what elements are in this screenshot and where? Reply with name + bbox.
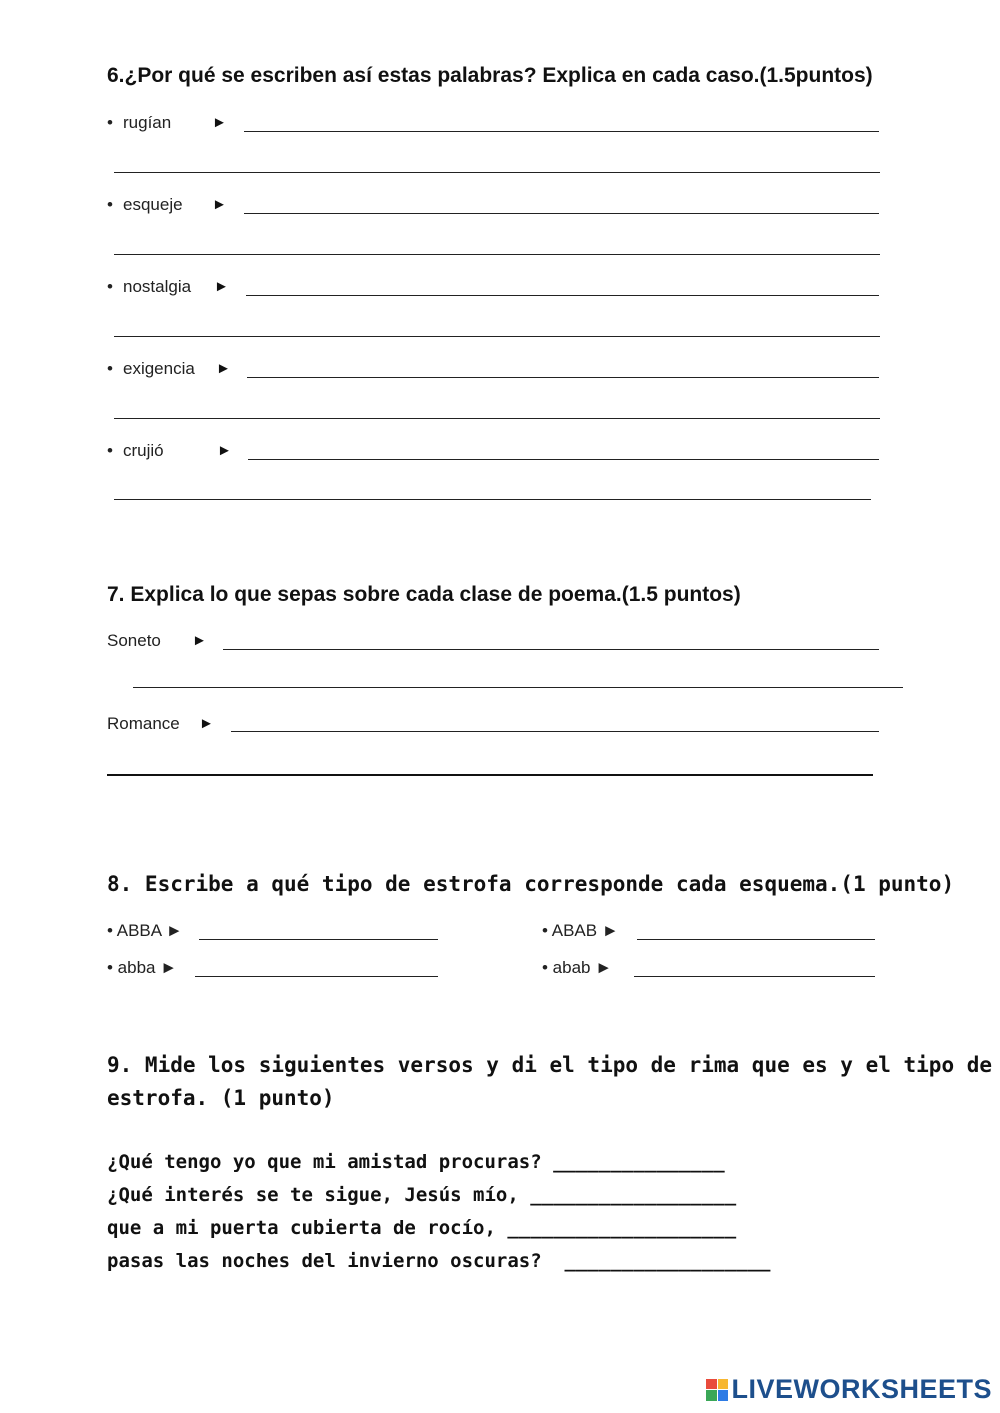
answer-line-nostalgia[interactable]: [246, 295, 879, 296]
arrow-icon: ►: [199, 715, 214, 732]
poem-label-romance: Romance: [107, 714, 180, 733]
answer-line-rugian-2[interactable]: [114, 172, 880, 173]
question-7-title: 7. Explica lo que sepas sobre cada clase de poema.(1.5 puntos): [107, 583, 741, 606]
word-label-crujio: crujió: [123, 441, 164, 460]
bullet: •: [107, 441, 113, 460]
answer-line-romance[interactable]: [231, 731, 879, 732]
verse-line-4[interactable]: pasas las noches del invierno oscuras? __________________: [107, 1250, 771, 1272]
scheme-label-abab: • abab ►: [542, 958, 613, 977]
arrow-icon: ►: [192, 632, 207, 649]
answer-line-soneto[interactable]: [223, 649, 879, 650]
word-label-exigencia: exigencia: [123, 359, 195, 378]
answer-line-esqueje-2[interactable]: [114, 254, 880, 255]
answer-line-soneto-2[interactable]: [133, 687, 903, 688]
answer-line-exigencia[interactable]: [247, 377, 879, 378]
bullet: •: [107, 277, 113, 296]
answer-line-nostalgia-2[interactable]: [114, 336, 880, 337]
question-8-title: 8. Escribe a qué tipo de estrofa corresponde cada esquema.(1 punto): [107, 872, 955, 896]
word-label-esqueje: esqueje: [123, 195, 183, 214]
liveworksheets-logo-text: LIVEWORKSHEETS: [731, 1374, 992, 1404]
arrow-icon: ►: [216, 360, 231, 377]
answer-line-crujio[interactable]: [248, 459, 879, 460]
answer-line-exigencia-2[interactable]: [114, 418, 880, 419]
scheme-label-ABBA: • ABBA ►: [107, 921, 183, 940]
verse-line-1[interactable]: ¿Qué tengo yo que mi amistad procuras? _______________: [107, 1151, 725, 1173]
verse-line-2[interactable]: ¿Qué interés se te sigue, Jesús mío, __________________: [107, 1184, 737, 1206]
answer-line-romance-2[interactable]: [107, 774, 873, 776]
answer-line-abab[interactable]: [634, 976, 875, 977]
liveworksheets-logo: [706, 1374, 992, 1405]
liveworksheets-logo-icon: [706, 1379, 728, 1401]
bullet: •: [107, 113, 113, 132]
scheme-label-ABAB: • ABAB ►: [542, 921, 619, 940]
answer-line-esqueje[interactable]: [244, 213, 879, 214]
arrow-icon: ►: [212, 114, 227, 131]
arrow-icon: ►: [217, 442, 232, 459]
poem-label-soneto: Soneto: [107, 631, 161, 650]
question-9-title-line1: 9. Mide los siguientes versos y di el tipo de rima que es y el tipo de: [107, 1053, 993, 1077]
word-label-rugian: rugían: [123, 113, 172, 132]
verse-line-3[interactable]: que a mi puerta cubierta de rocío, ____________________: [107, 1217, 737, 1239]
arrow-icon: ►: [212, 196, 227, 213]
word-label-nostalgia: nostalgia: [123, 277, 192, 296]
question-9-title-line2: estrofa. (1 punto): [107, 1086, 335, 1110]
answer-line-ABAB[interactable]: [637, 939, 875, 940]
scheme-label-abba: • abba ►: [107, 958, 178, 977]
answer-line-rugian[interactable]: [244, 131, 879, 132]
bullet: •: [107, 195, 113, 214]
question-6-title: 6.¿Por qué se escriben así estas palabras? Explica en cada caso.(1.5puntos): [107, 64, 873, 87]
arrow-icon: ►: [214, 278, 229, 295]
bullet: •: [107, 359, 113, 378]
answer-line-crujio-2[interactable]: [114, 499, 871, 500]
answer-line-ABBA[interactable]: [199, 939, 438, 940]
answer-line-abba[interactable]: [195, 976, 438, 977]
